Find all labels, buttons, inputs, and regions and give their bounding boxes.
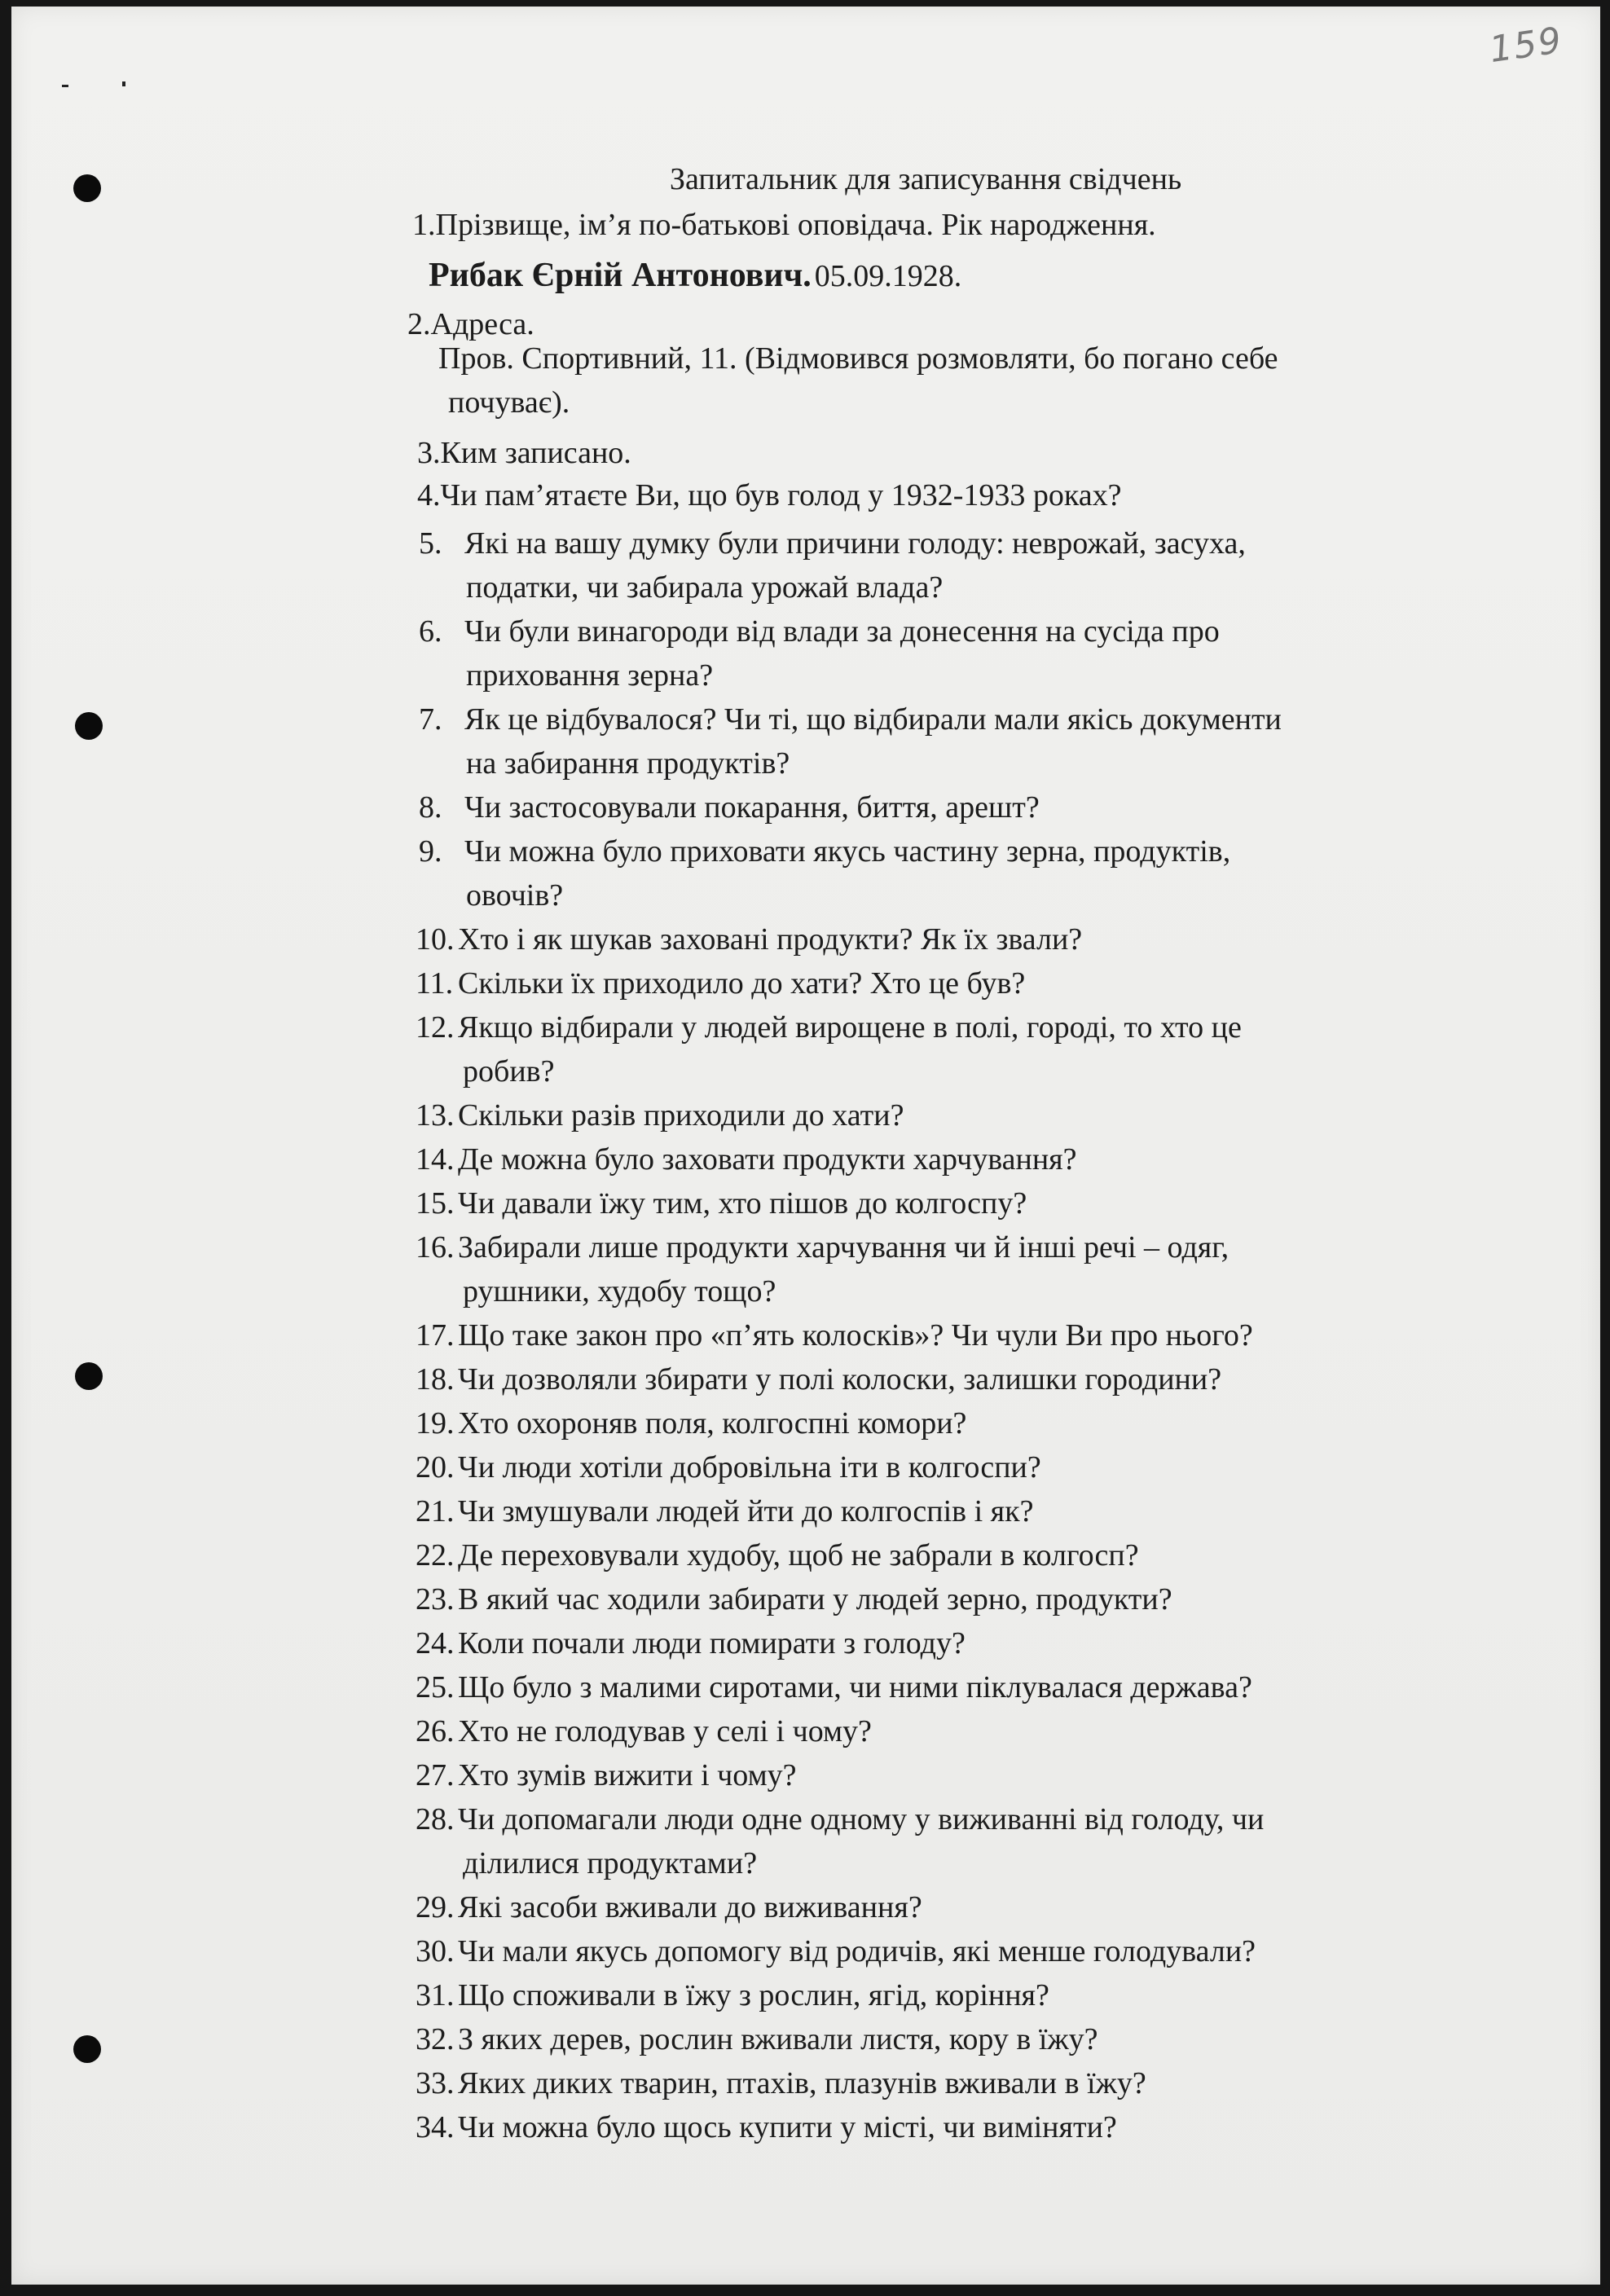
question-number: 22. [416,1538,455,1572]
question-item [416,1665,1475,1709]
question-item [416,1137,1475,1181]
handwritten-page-number: 159 [1486,19,1566,72]
question-item [416,1533,1475,1577]
address-line-1: Пров. Спортивний, 11. (Відмовився розмовляти, бо погано себе [438,341,1278,376]
question-text: Що споживали в їжу з рослин, ягід, коріння? [458,1978,1049,2012]
question-number: 24. [416,1626,455,1660]
punch-hole [73,2035,101,2063]
question-item [416,1489,1475,1533]
question-text: Чи були винагороди від влади за донесення на сусіда про [464,614,1220,649]
question-number: 30. [416,1934,455,1968]
question-number: 29. [416,1890,455,1924]
question-number: 33. [416,2066,455,2100]
question-text: Чи люди хотіли добровільна іти в колгоспи? [458,1450,1041,1484]
question-item [416,1093,1475,1137]
question-item [419,785,1478,829]
question-item [416,1357,1475,1401]
question-text: Яких диких тварин, птахів, плазунів вживали в їжу? [458,2066,1146,2100]
question-number: 26. [416,1714,455,1748]
page-title: Запитальник для записування свідчень [670,162,1182,196]
question-number: 27. [416,1758,455,1792]
question-number: 15. [416,1186,455,1221]
question-text: Які на вашу думку були причини голоду: неврожай, засуха, [464,526,1246,561]
question-item [419,609,1478,697]
question-item [416,1401,1475,1445]
corner-mark [122,81,125,86]
question-text: Якщо відбирали у людей вирощене в полі, городі, то хто це [458,1010,1242,1045]
question-number: 34. [416,2110,455,2144]
question-text: Чи дозволяли збирати у полі колоски, залишки городини? [458,1362,1222,1397]
question-text: З яких дерев, рослин вживали листя, кору в їжу? [458,2022,1098,2056]
question-number: 16. [416,1230,455,1265]
punch-hole [73,174,101,202]
narrator-line [429,256,961,295]
question-text: Забирали лише продукти харчування чи й інші речі – одяг, [458,1230,1229,1265]
question-item [416,1577,1475,1621]
question-number: 9. [419,834,442,869]
question-text-continued: податки, чи забирала урожай влада? [466,570,944,605]
question-item [416,1181,1475,1225]
question-number: 17. [416,1318,455,1353]
question-text-continued: рушники, худобу тощо? [463,1274,776,1309]
question-item [416,1797,1475,1885]
question-text: Скільки разів приходили до хати? [458,1098,904,1133]
question-number: 18. [416,1362,455,1397]
question-item [416,1313,1475,1357]
question-item [416,1709,1475,1753]
question-number: 20. [416,1450,455,1484]
punch-hole [75,712,103,740]
question-number: 8. [419,790,442,825]
question-text: Хто охороняв поля, колгоспні комори? [458,1406,967,1440]
question-text-continued: приховання зерна? [466,658,714,693]
question-number: 6. [419,614,442,649]
question-number: 31. [416,1978,455,2012]
question-text: Що таке закон про «п’ять колосків»? Чи чули Ви про нього? [458,1318,1253,1353]
question-text: Які засоби вживали до виживання? [458,1890,922,1924]
corner-mark [62,85,68,87]
question-text-continued: робив? [463,1054,555,1089]
question-2-label: 2.Адреса. [407,307,534,341]
question-item [416,1225,1475,1313]
question-number: 28. [416,1802,455,1836]
question-item [416,1005,1475,1093]
question-number: 21. [416,1494,455,1528]
question-item [419,829,1478,917]
question-number: 14. [416,1142,455,1177]
question-text: Що було з малими сиротами, чи ними піклувалася держава? [458,1670,1252,1704]
question-text: Де можна було заховати продукти харчування? [458,1142,1077,1177]
question-text: Чи змушували людей йти до колгоспів і як? [458,1494,1034,1528]
question-number: 13. [416,1098,455,1133]
question-item [416,1885,1475,1929]
narrator-birth-date: 05.09.1928. [814,259,962,293]
question-1-label: 1.Прізвище, ім’я по-батькові оповідача. Рік народження. [412,208,1156,242]
question-text: Скільки їх приходило до хати? Хто це був? [458,966,1026,1001]
question-text: Чи можна було приховати якусь частину зерна, продуктів, [464,834,1231,869]
question-text: Чи застосовували покарання, биття, арешт? [464,790,1040,825]
question-number: 12. [416,1010,455,1045]
question-text: Як це відбувалося? Чи ті, що відбирали мали якісь документи [464,702,1282,737]
question-3-label: 3.Ким записано. [417,436,631,470]
question-item [416,1445,1475,1489]
question-text-continued: овочів? [466,878,564,913]
question-text: Хто зумів вижити і чому? [458,1758,797,1792]
question-text: В який час ходили забирати у людей зерно, продукти? [458,1582,1172,1616]
question-item [416,1753,1475,1797]
question-number: 5. [419,526,442,561]
punch-hole [75,1362,103,1390]
narrator-name: Рибак Єрній Антонович. [429,257,812,294]
question-number: 23. [416,1582,455,1616]
question-item [419,697,1478,785]
question-text: Чи давали їжу тим, хто пішов до колгоспу? [458,1186,1027,1221]
address-line-2: почуває). [448,385,570,420]
question-item [416,2017,1475,2061]
question-item [419,521,1478,609]
question-text: Чи мали якусь допомогу від родичів, які менше голодували? [458,1934,1256,1968]
question-number: 25. [416,1670,455,1704]
question-4-label: 4.Чи пам’ятаєте Ви, що був голод у 1932-1933 роках? [417,478,1122,512]
question-text-continued: ділилися продуктами? [463,1846,758,1880]
question-item [416,917,1475,961]
question-text: Хто і як шукав заховані продукти? Як їх звали? [458,922,1083,957]
question-number: 11. [416,966,454,1001]
question-text: Чи допомагали люди одне одному у виживанні від голоду, чи [458,1802,1265,1836]
question-number: 10. [416,922,455,957]
question-item [416,1929,1475,1973]
question-item [416,2105,1475,2149]
question-item [416,2061,1475,2105]
question-text: Хто не голодував у селі і чому? [458,1714,872,1748]
question-text: Чи можна було щось купити у місті, чи виміняти? [458,2110,1117,2144]
question-text: Де переховували худобу, щоб не забрали в колгосп? [458,1538,1139,1572]
question-item [416,1621,1475,1665]
question-item [416,1973,1475,2017]
question-number: 32. [416,2022,455,2056]
question-number: 19. [416,1406,455,1440]
question-number: 7. [419,702,442,737]
question-item [416,961,1475,1005]
question-text-continued: на забирання продуктів? [466,746,790,781]
question-text: Коли почали люди помирати з голоду? [458,1626,966,1660]
